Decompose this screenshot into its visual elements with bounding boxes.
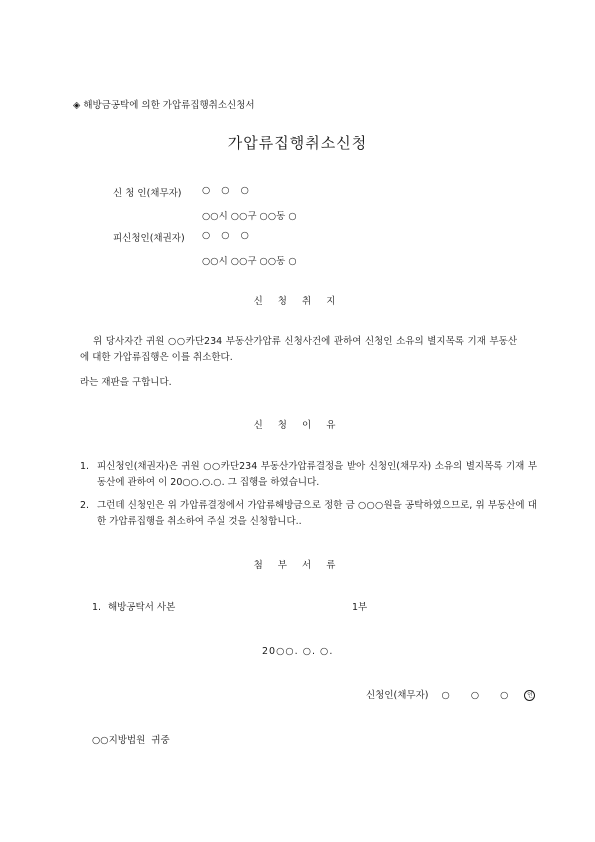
attachment-number: 1. — [92, 602, 102, 613]
respondent-label: 피신청인(채권자) — [113, 233, 185, 244]
applicant-name: ○ ○ ○ — [202, 185, 253, 196]
purpose-heading: 신 청 취 지 — [253, 296, 342, 307]
attachment-name: 해방공탁서 사본 — [108, 602, 176, 613]
reason-text: 피신청인(채권자)은 귀원 ○○카단234 부동산가압류결정을 받아 신청인(채무자) 소유의 별지목록 기재 부동산에 관하여 이 20○○.○.○. 그 집행을 하였습니다. — [97, 461, 537, 488]
reasons-heading: 신 청 이 유 — [253, 420, 342, 431]
seal-icon: 인 — [524, 690, 535, 701]
reason-text: 그런데 신청인은 위 가압류결정에서 가압류해방금으로 정한 금 ○○○원을 공탁하였으므로, 위 부동산에 대한 가압류집행을 취소하여 주실 것을 신청합니다.. — [97, 500, 537, 527]
attachments-heading: 첨 부 서 류 — [253, 560, 342, 571]
signature-name: ○ ○ ○ — [441, 690, 518, 701]
reason-number: 2. — [80, 500, 90, 511]
applicant-label: 신 청 인(채무자) — [113, 188, 182, 199]
signature-label: 신청인(채무자) — [366, 690, 429, 701]
header-note: ◈ 해방금공탁에 의한 가압류집행취소신청서 — [73, 100, 255, 111]
respondent-address: ○○시 ○○구 ○○동 ○ — [202, 256, 297, 267]
court-addressee: ○○지방법원 귀중 — [92, 735, 170, 746]
signature-block — [366, 688, 535, 704]
attachment-count: 1부 — [352, 602, 368, 613]
reason-item — [80, 459, 540, 493]
reason-item — [80, 498, 540, 532]
respondent-name: ○ ○ ○ — [202, 230, 253, 241]
document-title: 가압류집행취소신청 — [227, 134, 368, 152]
purpose-text: 위 당사자간 귀원 ○○카단234 부동산가압류 신청사건에 관하여 신청인 소유의 별지목록 기재 부동산에 대한 가압류집행은 이를 취소한다. — [80, 336, 517, 363]
document-date: 20○○. ○. ○. — [262, 646, 334, 657]
applicant-address: ○○시 ○○구 ○○동 ○ — [202, 211, 297, 222]
reason-number: 1. — [80, 461, 90, 472]
purpose-closing: 라는 재판을 구합니다. — [80, 377, 172, 388]
